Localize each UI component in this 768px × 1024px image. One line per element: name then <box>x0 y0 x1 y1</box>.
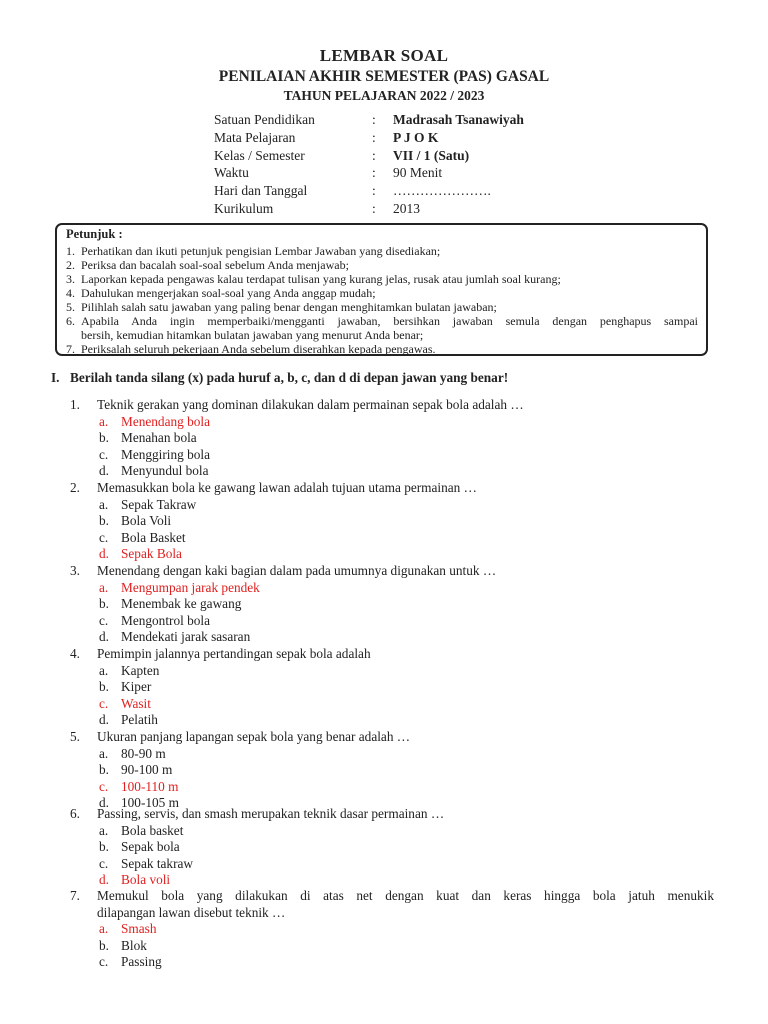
instruction-number: 3. <box>66 272 75 286</box>
option-text: Bola basket <box>121 822 184 838</box>
option-text: Menendang bola <box>121 413 210 429</box>
option-letter: d. <box>99 546 109 562</box>
instruction-text: Pilihlah salah satu jawaban yang paling benar dengan menghitamkan bulatan jawaban; <box>81 300 497 314</box>
info-colon: : <box>372 165 376 181</box>
question-text: Teknik gerakan yang dominan dilakukan dalam permainan sepak bola adalah … <box>97 397 524 412</box>
info-value: 90 Menit <box>393 165 443 181</box>
question-number: 2. <box>70 480 80 495</box>
instructions-box <box>55 223 708 356</box>
option-text: 80-90 m <box>121 745 166 761</box>
question-text: Memasukkan bola ke gawang lawan adalah tujuan utama permainan … <box>97 480 477 495</box>
question-number: 5. <box>70 729 80 744</box>
option-letter: a. <box>99 745 109 761</box>
option-letter: d. <box>99 795 109 811</box>
option-letter: a. <box>99 496 109 512</box>
instruction-text-continued: bersih, kemudian hitamkan bulatan jawaban yang menurut Anda benar; <box>81 328 424 342</box>
instruction-text: Dahulukan mengerjakan soal-soal yang Anda anggap mudah; <box>81 286 376 300</box>
question-text-continued: dilapangan lawan disebut teknik … <box>97 904 286 920</box>
option-text: Blok <box>121 937 147 953</box>
info-value: VII / 1 (Satu) <box>393 147 470 163</box>
instruction-text: Perhatikan dan ikuti petunjuk pengisian Lembar Jawaban yang disediakan; <box>81 244 441 258</box>
instruction-number: 7. <box>66 342 75 356</box>
doc-year: TAHUN PELAJARAN 2022 / 2023 <box>283 88 485 103</box>
info-value: Madrasah Tsanawiyah <box>393 112 524 127</box>
option-letter: d. <box>99 872 109 888</box>
instruction-text: Periksa dan bacalah soal-soal sebelum Anda menjawab; <box>81 258 349 272</box>
option-text: Sepak Bola <box>121 546 182 562</box>
option-letter: a. <box>99 579 109 595</box>
instruction-number: 4. <box>66 286 75 300</box>
option-text: Menembak ke gawang <box>121 596 242 612</box>
option-letter: d. <box>99 712 109 728</box>
option-letter: c. <box>99 778 109 794</box>
info-label: Waktu <box>214 165 249 181</box>
instruction-text: Laporkan kepada pengawas kalau terdapat tulisan yang kurang jelas, rusak atau jumlah soal kurang; <box>81 272 561 286</box>
option-text: Pelatih <box>121 712 158 728</box>
option-letter: c. <box>99 855 109 871</box>
option-letter: c. <box>99 446 109 462</box>
info-colon: : <box>372 200 376 216</box>
question-text: Memukul bola yang dilakukan di atas net dengan kuat dan keras hingga bola jatuh menukik <box>97 888 714 903</box>
instruction-number: 1. <box>66 244 75 258</box>
info-colon: : <box>372 147 376 163</box>
question-number: 6. <box>70 806 80 821</box>
question-text: Ukuran panjang lapangan sepak bola yang benar adalah … <box>97 729 411 744</box>
option-text: Mengumpan jarak pendek <box>121 579 260 595</box>
instruction-number: 2. <box>66 258 75 272</box>
info-label: Mata Pelajaran <box>214 129 296 145</box>
option-text: Kiper <box>121 679 152 695</box>
option-text: Mendekati jarak sasaran <box>121 629 251 645</box>
instruction-text: Periksalah seluruh pekerjaan Anda sebelum diserahkan kepada pengawas. <box>81 342 436 356</box>
option-text: Menyundul bola <box>121 463 209 479</box>
option-letter: a. <box>99 413 109 429</box>
info-colon: : <box>372 112 376 127</box>
question-number: 1. <box>70 397 80 412</box>
option-text: 100-110 m <box>121 778 179 794</box>
info-colon: : <box>372 129 376 145</box>
option-text: Bola Basket <box>121 529 186 545</box>
doc-subtitle: PENILAIAN AKHIR SEMESTER (PAS) GASAL <box>218 68 550 85</box>
option-letter: b. <box>99 839 109 855</box>
info-label: Satuan Pendidikan <box>214 112 315 127</box>
option-letter: b. <box>99 762 109 778</box>
question-number: 3. <box>70 563 80 578</box>
instruction-number: 5. <box>66 300 75 314</box>
option-text: Sepak takraw <box>121 855 193 871</box>
option-letter: a. <box>99 662 109 678</box>
option-text: Menggiring bola <box>121 446 211 462</box>
info-value: …………………. <box>393 183 491 199</box>
option-text: Bola voli <box>121 872 171 888</box>
option-letter: d. <box>99 463 109 479</box>
option-letter: a. <box>99 921 109 937</box>
info-colon: : <box>372 183 376 199</box>
option-text: Bola Voli <box>121 513 172 529</box>
info-label: Kurikulum <box>214 200 274 216</box>
option-text: Sepak Takraw <box>121 496 197 512</box>
option-text: Sepak bola <box>121 839 180 855</box>
option-letter: b. <box>99 430 109 446</box>
option-text: 90-100 m <box>121 762 173 778</box>
question-number: 4. <box>70 646 80 661</box>
option-text: Menahan bola <box>121 430 197 446</box>
section-text: Berilah tanda silang (x) pada huruf a, b, c, dan d di depan jawan yang benar! <box>70 370 509 385</box>
option-letter: c. <box>99 954 109 970</box>
info-value: P J O K <box>393 129 439 145</box>
info-value: 2013 <box>393 200 420 216</box>
option-letter: d. <box>99 629 109 645</box>
question-text: Pemimpin jalannya pertandingan sepak bola adalah <box>97 646 371 661</box>
instruction-text: Apabila Anda ingin memperbaiki/mengganti jawaban, bersihkan jawaban semula dengan penghapus sampai <box>81 314 698 328</box>
option-text: Passing <box>121 954 162 970</box>
option-letter: a. <box>99 822 109 838</box>
option-letter: b. <box>99 596 109 612</box>
option-letter: b. <box>99 937 109 953</box>
option-text: Wasit <box>121 695 151 711</box>
option-letter: c. <box>99 612 109 628</box>
question-text: Menendang dengan kaki bagian dalam pada umumnya digunakan untuk … <box>97 563 497 578</box>
question-text: Passing, servis, dan smash merupakan teknik dasar permainan … <box>97 806 445 821</box>
info-label: Kelas / Semester <box>214 147 305 163</box>
option-text: Smash <box>121 921 157 937</box>
option-letter: b. <box>99 513 109 529</box>
option-text: Mengontrol bola <box>121 612 211 628</box>
section-number: I. <box>51 370 60 385</box>
info-label: Hari dan Tanggal <box>214 183 308 199</box>
option-letter: b. <box>99 679 109 695</box>
option-letter: c. <box>99 695 109 711</box>
option-letter: c. <box>99 529 109 545</box>
instruction-number: 6. <box>66 314 75 328</box>
option-text: 100-105 m <box>121 795 179 811</box>
option-text: Kapten <box>121 662 160 678</box>
question-number: 7. <box>70 888 80 903</box>
doc-title: LEMBAR SOAL <box>319 46 449 65</box>
instructions-title: Petunjuk : <box>66 227 123 241</box>
